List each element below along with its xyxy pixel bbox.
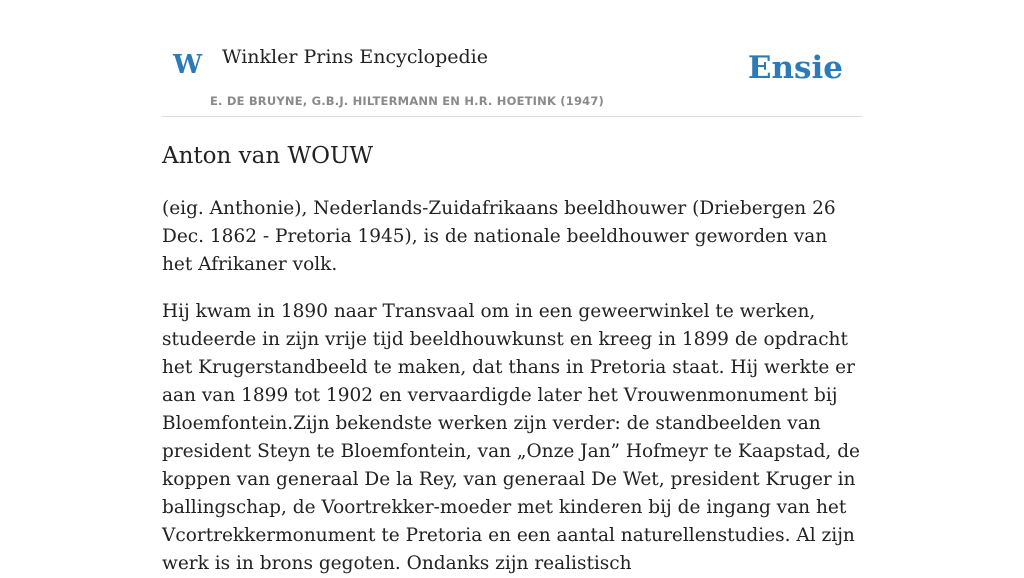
publication-authors: E. DE BRUYNE, G.B.J. HILTERMANN EN H.R. HOETINK (1947) xyxy=(210,94,605,108)
publication-title[interactable]: Winkler Prins Encyclopedie xyxy=(222,46,488,68)
article xyxy=(162,141,862,578)
header xyxy=(162,0,862,117)
article-paragraph-1: (eig. Anthonie), Nederlands-Zuidafrikaans beeldhouwer (Driebergen 26 Dec. 1862 - Pretoria 1945), is de nationale beeldhouwer geworden van het Afrikaner volk. xyxy=(162,198,836,275)
publication-logo-icon: W xyxy=(173,50,203,80)
page-container xyxy=(162,0,862,578)
ensie-logo[interactable]: Ensie xyxy=(747,50,843,86)
article-title: Anton van WOUW xyxy=(162,143,373,169)
article-paragraph-2: Hij kwam in 1890 naar Transvaal om in een geweerwinkel te werken, studeerde in zijn vrije tijd beeldhouwkunst en kreeg in 1899 de opdracht het Krugerstandbeeld te maken, dat thans in Pretoria staat. Hij werkte er aan van 1899 tot 1902 en vervaardigde later het Vrouwenmonument bij Bloemfontein.Zijn bekendste werken zijn verder: de standbeelden van president Steyn te Bloemfontein, van „Onze Jan” Hofmeyr te Kaapstad, de koppen van generaal De la Rey, van generaal De Wet, president Kruger in ballingschap, de Voortrekker-moeder met kinderen bij de ingang van het Vcortrekkermonument te Pretoria en een aantal naturellenstudies. Al zijn werk is in brons gegoten. Ondanks zijn realistisch xyxy=(162,301,860,574)
